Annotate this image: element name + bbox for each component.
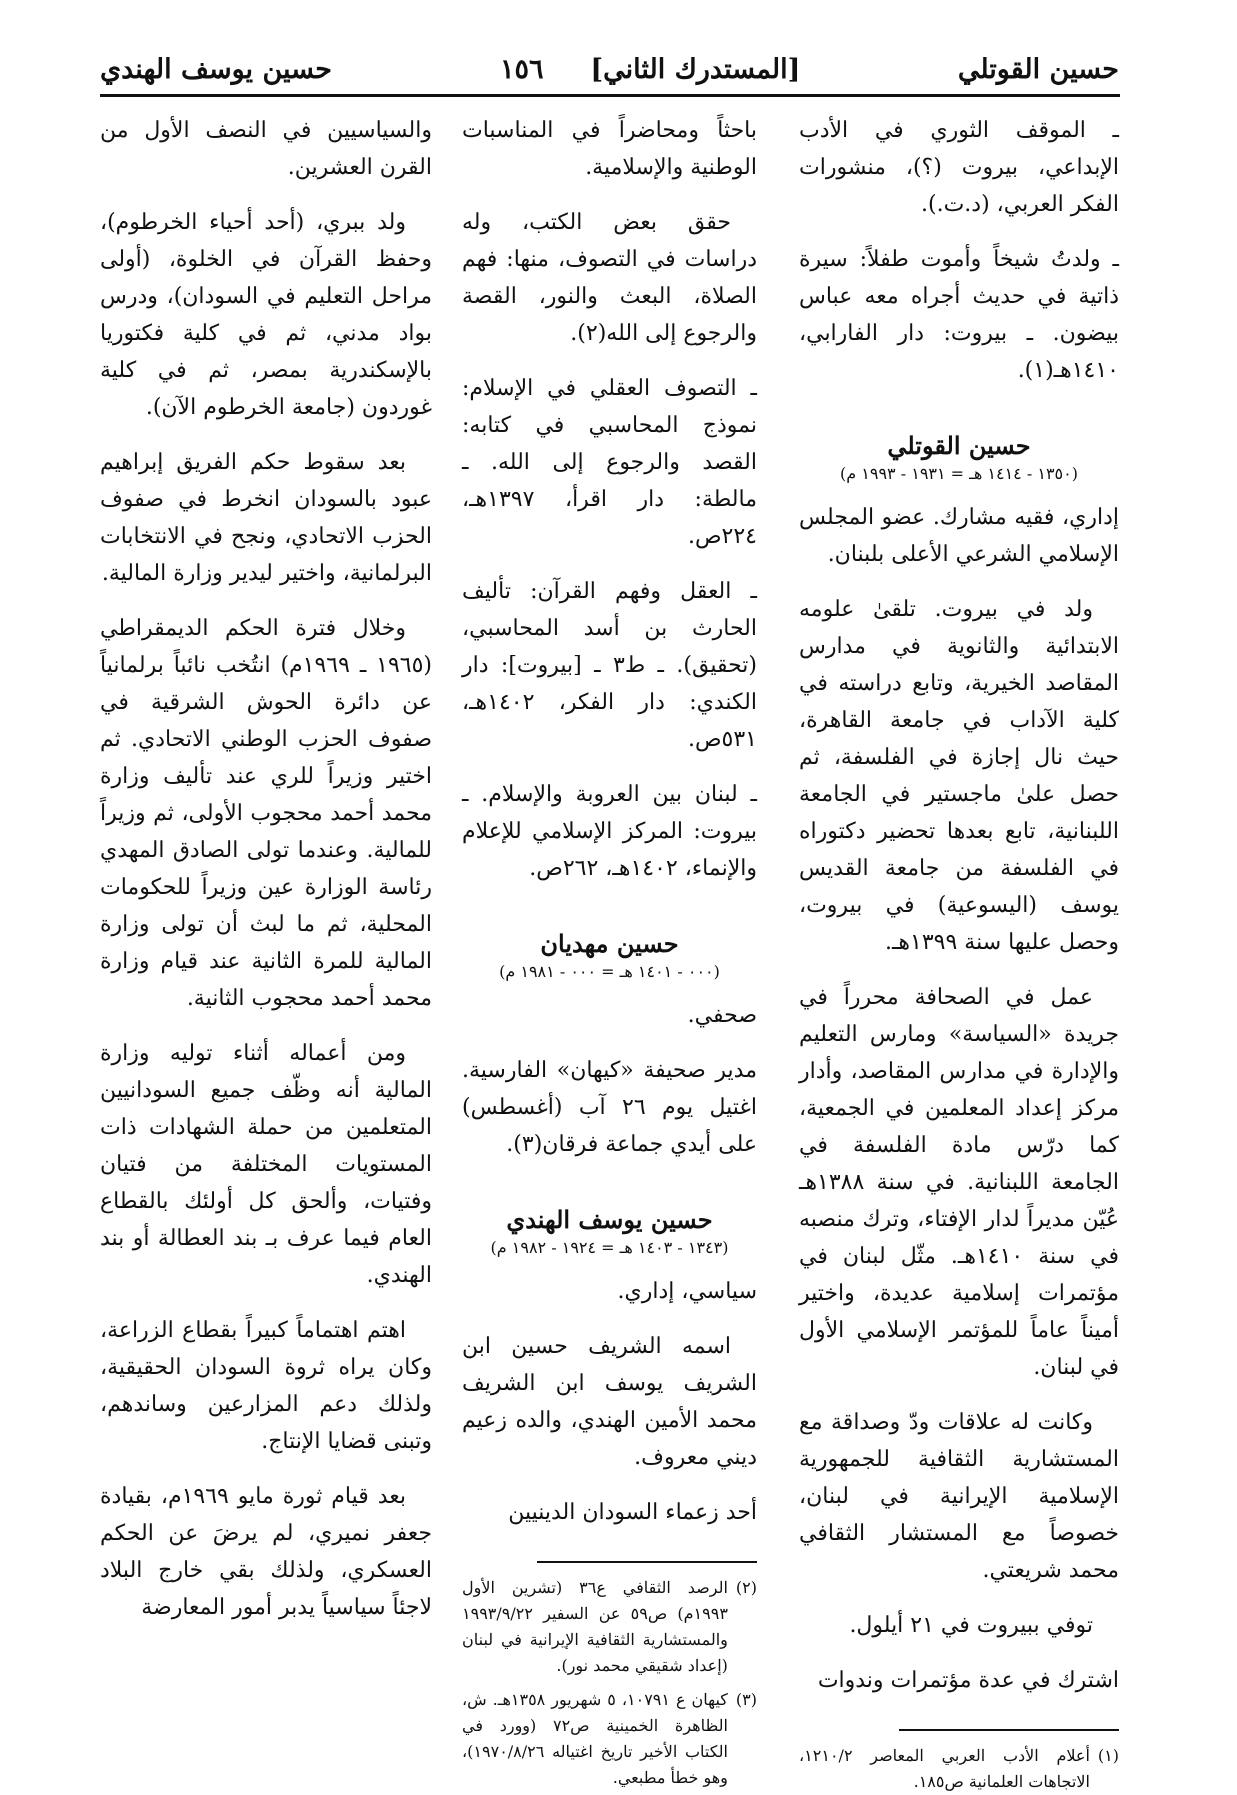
paragraph: ومن أعماله أثناء توليه وزارة المالية أنه وظّف جميع السودانيين المتعلمين من حملة الشهادات ذات المستويات المختلفة من فتيان وفتيات، وألحق كل أولئك بالقطاع العام فيما عرف بـ بند العطالة أو بند الهندي. [100,1041,432,1288]
paragraph: والسياسيين في النصف الأول من القرن العشرين. [100,118,432,180]
middle-column [462,112,757,1787]
bibliography-entry: ـ التصوف العقلي في الإسلام: نموذج المحاسبي في كتابه: القصد والرجوع إلى الله. ـ مالطة: دار اقرأ، ١٣٩٧هـ، ٢٢٤ص. [462,376,757,549]
biography-name: حسين القوتلي [887,431,1031,460]
bibliography-entry: ـ العقل وفهم القرآن: تأليف الحارث بن أسد المحاسبي، (تحقيق). ـ ط٣ ـ [بيروت]: دار الكندي: دار الفكر، ١٤٠٢هـ، ٥٣١ص. [462,579,757,752]
footnote-number: (٢) [735,1578,757,1597]
paragraph: مدير صحيفة «كيهان» الفارسية. اغتيل يوم ٢٦ آب (أغسطس) على أيدي جماعة فرقان(٣). [462,1058,757,1157]
paragraph: عمل في الصحافة محرراً في جريدة «السياسة» ومارس التعليم والإدارة في مدارس المقاصد، وأدار مركز إعداد المعلمين في الجمعية، كما درّس مادة الفلسفة في الجامعة اللبنانية. في سنة ١٣٨٨هـ عُيّن مديراً لدار الإفتاء، وترك منصبه في سنة ١٤١٠هـ. مثّل لبنان في مؤتمرات إسلامية عديدة، واختير أميناً عاماً للمؤتمر الإسلامي الأول في لبنان. [799,985,1119,1380]
footnote-text: كيهان ع ١٠٧٩١، ٥ شهريور ١٣٥٨هـ. ش، الظاهرة الخمينية ص٧٢ (وورد في الكتاب الأخير تاريخ اغتياله ١٩٧٠/٨/٢٦)، وهو خطأ مطبعي. [462,1690,728,1787]
footnote-rule [899,1729,1119,1731]
paragraph: إداري، فقيه مشارك. عضو المجلس الإسلامي الشرعي الأعلى بلبنان. [799,505,1119,567]
paragraph: بعد سقوط حكم الفريق إبراهيم عبود بالسودان انخرط في صفوف الحزب الاتحادي، ونجح في الانتخابات البرلمانية، واختير ليدير وزارة المالية. [100,450,432,586]
biography-heading [799,429,1119,485]
footnote-number: (١) [1097,1746,1119,1765]
paragraph: اشترك في عدة مؤتمرات وندوات [817,1668,1119,1693]
right-column [799,112,1119,1791]
biography-name: حسين يوسف الهندي [506,1205,713,1234]
footnote-text: أعلام الأدب العربي المعاصر ١٢١٠/٢، الاتجاهات العلمانية ص١٨٥. [799,1746,1090,1791]
paragraph: توفي ببيروت في ٢١ أيلول. [849,1613,1093,1638]
biography-name: حسين مهديان [540,929,679,958]
footnote [462,1687,757,1791]
paragraph: باحثاً ومحاضراً في المناسبات الوطنية والإسلامية. [462,118,757,180]
paragraph: بعد قيام ثورة مايو ١٩٦٩م، بقيادة جعفر نميري، لم يرضَ عن الحكم العسكري، ولذلك بقي خارج البلاد لاجئاً سياسياً يدبر أمور المعارضة [100,1484,432,1620]
biography-dates: (١٣٤٣ - ١٤٠٣ هـ = ١٩٢٤ - ١٩٨٢ م) [490,1238,729,1257]
paragraph: ولد في بيروت. تلقىٰ علومه الابتدائية والثانوية في مدارس المقاصد الخيرية، وتابع دراسته في كلية الآداب في جامعة القاهرة، حيث نال إجازة في الفلسفة، ثم حصل علىٰ ماجستير في الجامعة اللبنانية، تابع بعدها تحضير دكتوراه في الفلسفة من جامعة القديس يوسف (اليسوعية) في بيروت، وحصل عليها سنة ١٣٩٩هـ. [799,597,1119,955]
paragraph: سياسي، إداري. [617,1279,757,1304]
paragraph: اهتم اهتماماً كبيراً بقطاع الزراعة، وكان يراه ثروة السودان الحقيقية، ولذلك دعم المزارعين وساندهم، وتبنى قضايا الإنتاج. [100,1318,432,1454]
left-column [100,112,432,1620]
paragraph: أحد زعماء السودان الدينيين [508,1500,757,1525]
biography-heading [462,927,757,983]
paragraph: ولد ببري، (أحد أحياء الخرطوم)، وحفظ القرآن في الخلوة، (أولى مراحل التعليم في السودان)، ودرس بواد مدني، ثم في كلية فكتوريا بالإسكندرية بمصر، ثم في كلية غوردون (جامعة الخرطوم الآن). [100,210,432,420]
footnote-rule [537,1561,757,1563]
paragraph: وخلال فترة الحكم الديمقراطي (١٩٦٥ ـ ١٩٦٩م) انتُخب نائباً برلمانياً عن دائرة الحوش الشرقية في صفوف الحزب الوطني الاتحادي. ثم اختير وزيراً للري عند تأليف وزارة محمد أحمد محجوب الأولى، ثم وزيراً للمالية. وعندما تولى الصادق المهدي رئاسة الوزارة عين وزيراً للحكومات المحلية، ثم ما لبث أن تولى وزارة المالية للمرة الثانية عند قيام وزارة محمد أحمد محجوب الثانية. [100,616,432,1011]
biography-dates: (٠٠٠ - ١٤٠١ هـ = ٠٠٠ - ١٩٨١ م) [499,962,720,981]
footnote-text: الرصد الثقافي ع٣٦ (تشرين الأول ١٩٩٣م) ص٥٩ عن السفير ١٩٩٣/٩/٢٢ والمستشارية الثقافية الإيرانية في لبنان (إعداد شقيقي محمد نور). [462,1578,728,1675]
bibliography-entry: ـ ولدتُ شيخاً وأموت طفلاً: سيرة ذاتية في حديث أجراه معه عباس بيضون. ـ بيروت: دار الفارابي، ١٤١٠هـ(١). [799,247,1119,383]
bibliography-entry: ـ الموقف الثوري في الأدب الإبداعي، بيروت (؟)، منشورات الفكر العربي، (د.ت.). [799,118,1119,217]
paragraph: وكانت له علاقات ودّ وصداقة مع المستشارية الثقافية للجمهورية الإسلامية الإيرانية في لبنان، خصوصاً مع المستشار الثقافي محمد شريعتي. [799,1410,1119,1583]
biography-dates: (١٣٥٠ - ١٤١٤ هـ = ١٩٣١ - ١٩٩٣ م) [840,464,1078,483]
paragraph: اسمه الشريف حسين ابن الشريف يوسف ابن الشريف محمد الأمين الهندي، والده زعيم ديني معروف. [462,1334,757,1470]
paragraph: صحفي. [687,1003,757,1028]
running-title-left: حسين يوسف الهندي [100,54,332,85]
bibliography-entry: ـ لبنان بين العروبة والإسلام. ـ بيروت: المركز الإسلامي للإعلام والإنماء، ١٤٠٢هـ، ٢٦٢ص. [462,782,757,881]
footnote [799,1743,1119,1795]
page-number: ١٥٦ [500,54,544,85]
section-title [500,50,800,90]
footnote [462,1575,757,1679]
header-rule [100,94,1120,97]
running-title-right: حسين القوتلي [957,54,1119,85]
biography-heading [462,1203,757,1259]
bracket-title: [المستدرك الثاني] [590,54,801,85]
paragraph: حقق بعض الكتب، وله دراسات في التصوف، منها: فهم الصلاة، البعث والنور، القصة والرجوع إلى الله(٢). [462,210,757,346]
footnote-number: (٣) [735,1690,757,1709]
